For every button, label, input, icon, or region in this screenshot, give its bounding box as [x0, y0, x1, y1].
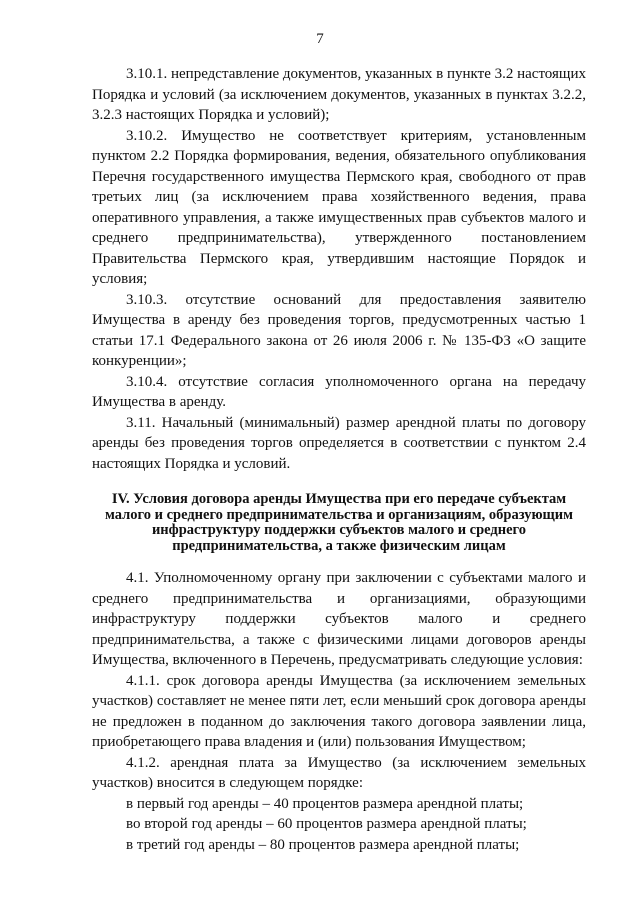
payment-year-2: во второй год аренды – 60 процентов размера арендной платы;	[126, 816, 527, 832]
paragraph-3-11: 3.11. Начальный (минимальный) размер арендной платы по договору аренды без проведения торгов определяется в соответствии с пунктом 2.4 настоящих Порядка и условий.	[92, 414, 586, 472]
paragraph-3-10-1: 3.10.1. непредставление документов, указанных в пункте 3.2 настоящих Порядка и условий (за исключением документов, указанных в пунктах 3.2.2, 3.2.3 настоящих Порядка и условий);	[92, 66, 586, 123]
paragraph-3-10-2: 3.10.2. Имущество не соответствует критериям, установленным пунктом 2.2 Порядка формирования, ведения, обязательного опубликования Перечня государственного имущества Пермского края, свободного от прав третьих лиц (за исключением права хозяйственного ведения, права оперативного управления, а также имущественных прав субъектов малого и среднего предпринимательства), утвержденного постановлением Правительства Пермского края, утвердившим настоящие Порядок и условия;	[92, 127, 586, 287]
paragraph-4-1: 4.1. Уполномоченному органу при заключении с субъектами малого и среднего предпринимательства и организациями, образующими инфраструктуру поддержки субъектов малого и среднего предпринимательства, а также с физическими лицами договоров аренды Имущества, включенного в Перечень, предусматривать следующие условия:	[92, 570, 586, 668]
paragraph-3-10-4: 3.10.4. отсутствие согласия уполномоченного органа на передачу Имущества в аренду.	[92, 373, 586, 410]
page-number: 7	[316, 31, 324, 47]
document-body	[92, 64, 586, 855]
payment-year-3: в третий год аренды – 80 процентов размера арендной платы;	[126, 836, 520, 853]
payment-year-1: в первый год аренды – 40 процентов размера арендной платы;	[126, 795, 524, 812]
paragraph-4-1-2: 4.1.2. арендная плата за Имущество (за исключением земельных участков) вносится в следующем порядке:	[92, 754, 586, 791]
paragraph-3-10-3: 3.10.3. отсутствие оснований для предоставления заявителю Имущества в аренду без проведения торгов, предусмотренных частью 1 статьи 17.1 Федерального закона от 26 июля 2006 г. № 135-ФЗ «О защите конкуренции»;	[92, 291, 586, 369]
paragraph-4-1-1: 4.1.1. срок договора аренды Имущества (за исключением земельных участков) составляет не менее пяти лет, если меньший срок договора аренды не предложен в поданном до заключения такого договора заявлении лица, приобретающего права владения и (или) пользования Имуществом;	[92, 672, 586, 750]
section-heading: IV. Условия договора аренды Имущества при его передаче субъектам малого и среднего предпринимательства и организациям, образующим инфраструктуру поддержки субъектов малого и среднего предпринимательства, а также физическим лицам	[104, 491, 574, 554]
